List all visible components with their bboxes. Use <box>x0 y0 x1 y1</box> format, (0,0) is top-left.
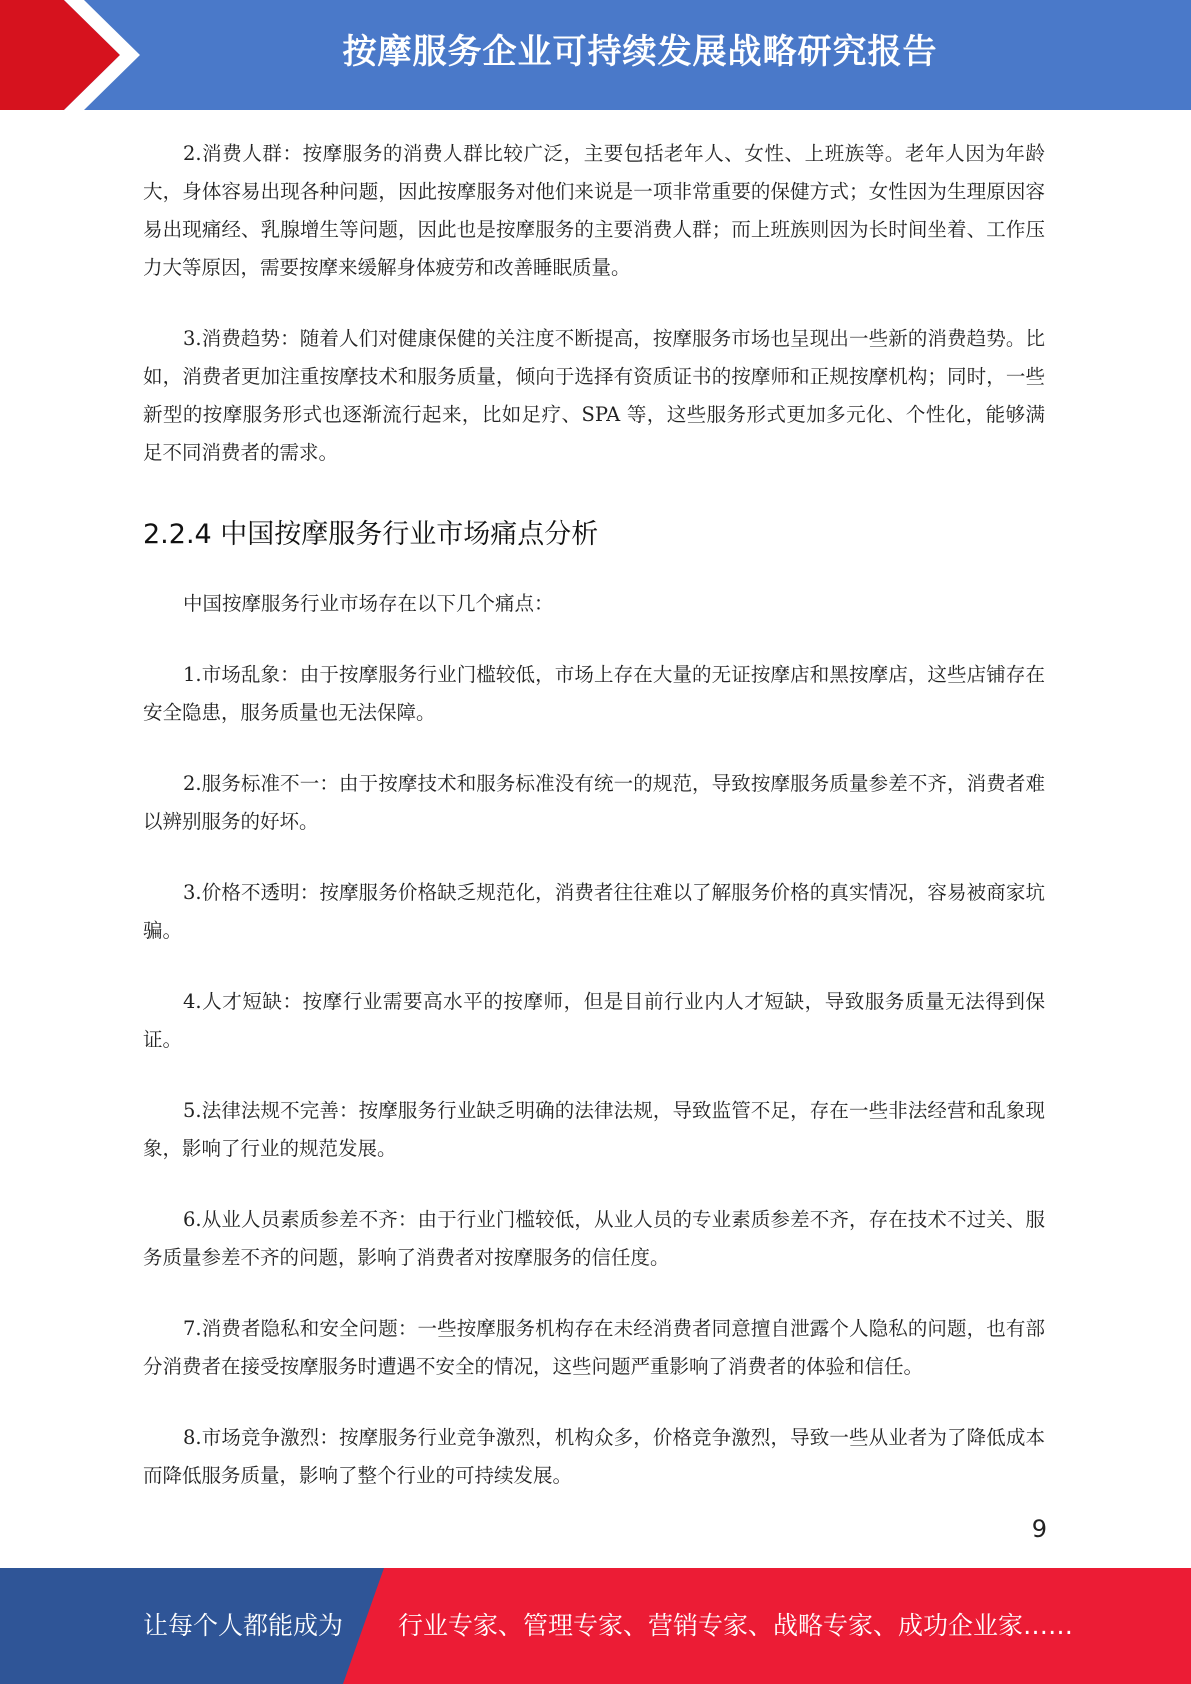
footer-banner <box>0 1568 1191 1684</box>
pain-point-item: 2.服务标准不一：由于按摩技术和服务标准没有统一的规范，导致按摩服务质量参差不齐，消费者难以辨别服务的好坏。 <box>143 772 1045 833</box>
pain-point-item: 7.消费者隐私和安全问题：一些按摩服务机构存在未经消费者同意擅自泄露个人隐私的问题，也有部分消费者在接受按摩服务时遭遇不安全的情况，这些问题严重影响了消费者的体验和信任。 <box>143 1317 1045 1378</box>
pain-point-item: 4.人才短缺：按摩行业需要高水平的按摩师，但是目前行业内人才短缺，导致服务质量无法得到保证。 <box>143 990 1045 1051</box>
header-chevron-decoration <box>0 0 150 110</box>
pain-point-item: 6.从业人员素质参差不齐：由于行业门槛较低，从业人员的专业素质参差不齐，存在技术不过关、服务质量参差不齐的问题，影响了消费者对按摩服务的信任度。 <box>143 1208 1045 1269</box>
section-intro: 中国按摩服务行业市场存在以下几个痛点： <box>183 592 554 615</box>
footer-slogan-left: 让每个人都能成为 <box>143 1611 344 1640</box>
paragraph-consumer-groups: 2.消费人群：按摩服务的消费人群比较广泛，主要包括老年人、女性、上班族等。老年人因为年龄大，身体容易出现各种问题，因此按摩服务对他们来说是一项非常重要的保健方式；女性因为生理原因容易出现痛经、乳腺增生等问题，因此也是按摩服务的主要消费人群；而上班族则因为长时间坐着、工作压力大等原因，需要按摩来缓解身体疲劳和改善睡眠质量。 <box>143 142 1045 279</box>
section-heading: 2.2.4 中国按摩服务行业市场痛点分析 <box>143 519 599 550</box>
pain-point-item: 8.市场竞争激烈：按摩服务行业竞争激烈，机构众多，价格竞争激烈，导致一些从业者为了降低成本而降低服务质量，影响了整个行业的可持续发展。 <box>143 1426 1045 1487</box>
header-banner <box>0 0 1191 110</box>
footer-slogan-right: 行业专家、管理专家、营销专家、战略专家、成功企业家…… <box>398 1611 1074 1640</box>
page-number: 9 <box>1031 1515 1047 1543</box>
document-title: 按摩服务企业可持续发展战略研究报告 <box>342 32 938 72</box>
paragraph-consumer-trends: 3.消费趋势：随着人们对健康保健的关注度不断提高，按摩服务市场也呈现出一些新的消费趋势。比如，消费者更加注重按摩技术和服务质量，倾向于选择有资质证书的按摩师和正规按摩机构；同时，一些新型的按摩服务形式也逐渐流行起来，比如足疗、SPA 等，这些服务形式更加多元化、个性化，能够满足不同消费者的需求。 <box>143 327 1045 464</box>
pain-point-item: 1.市场乱象：由于按摩服务行业门槛较低，市场上存在大量的无证按摩店和黑按摩店，这些店铺存在安全隐患，服务质量也无法保障。 <box>143 663 1045 724</box>
pain-point-item: 3.价格不透明：按摩服务价格缺乏规范化，消费者往往难以了解服务价格的真实情况，容易被商家坑骗。 <box>143 881 1045 942</box>
page-content <box>143 135 1045 1528</box>
pain-point-item: 5.法律法规不完善：按摩服务行业缺乏明确的法律法规，导致监管不足，存在一些非法经营和乱象现象，影响了行业的规范发展。 <box>143 1099 1045 1160</box>
